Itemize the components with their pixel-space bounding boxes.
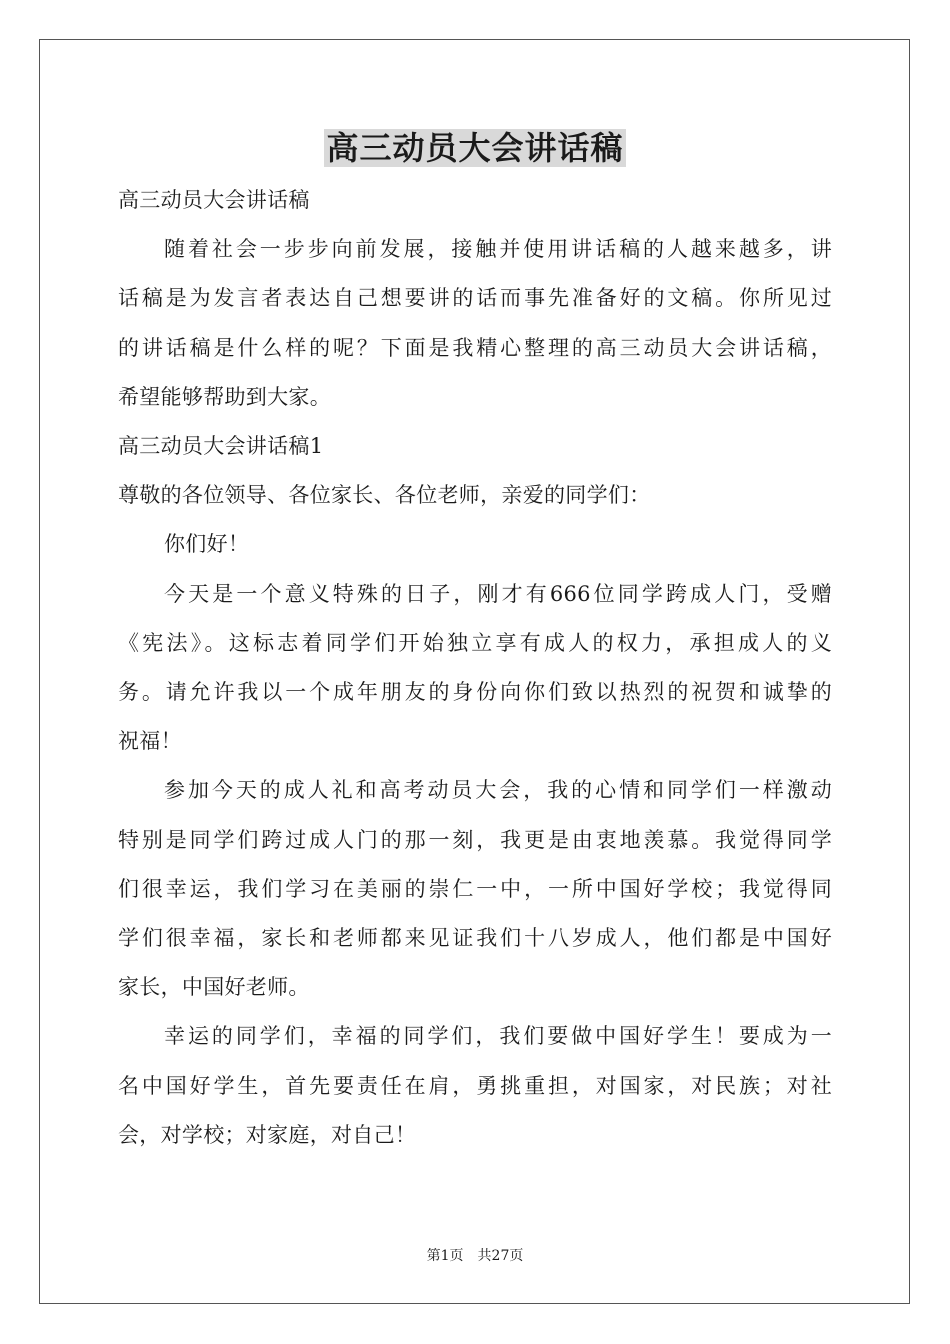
paragraph-line: 话稿是为发言者表达自己想要讲的话而事先准备好的文稿。你所见过: [118, 286, 832, 311]
paragraph-line: 希望能够帮助到大家。: [118, 384, 331, 409]
section-heading: 高三动员大会讲话稿1: [118, 434, 324, 459]
subtitle-line: 高三动员大会讲话稿: [118, 188, 310, 212]
page-number: 第1页: [426, 1248, 464, 1264]
salutation-line: 尊敬的各位领导、各位家长、各位老师，亲爱的同学们：: [118, 483, 651, 508]
paragraph-line: 特别是同学们跨过成人门的那一刻，我更是由衷地羡慕。我觉得同学: [118, 827, 832, 852]
paragraph-line: 随着社会一步步向前发展，接触并使用讲话稿的人越来越多，讲: [164, 237, 832, 262]
document-title-text: 高三动员大会讲话稿: [326, 129, 624, 167]
document-body: [118, 176, 832, 1160]
paragraph-line: 们很幸运，我们学习在美丽的崇仁一中，一所中国好学校；我觉得同: [118, 876, 832, 901]
paragraph-line: 幸运的同学们，幸福的同学们，我们要做中国好学生！要成为一: [164, 1024, 832, 1049]
paragraph-line: 学们很幸福，家长和老师都来见证我们十八岁成人，他们都是中国好: [118, 926, 832, 951]
paragraph-line: 务。请允许我以一个成年朋友的身份向你们致以热烈的祝贺和诚挚的: [118, 680, 832, 705]
paragraph-line: 会，对学校；对家庭，对自己！: [118, 1122, 417, 1147]
paragraph-line: 《宪法》。这标志着同学们开始独立享有成人的权力，承担成人的义: [118, 630, 832, 655]
paragraph-line: 参加今天的成人礼和高考动员大会，我的心情和同学们一样激动: [164, 778, 832, 803]
page-footer: [0, 1246, 950, 1266]
paragraph-line: 祝福！: [118, 729, 182, 754]
paragraph-line: 今天是一个意义特殊的日子，刚才有666位同学跨成人门，受赠: [164, 581, 832, 606]
paragraph-line: 的讲话稿是什么样的呢？下面是我精心整理的高三动员大会讲话稿，: [118, 335, 832, 360]
greeting-line: 你们好！: [164, 532, 250, 557]
paragraph-line: 名中国好学生，首先要责任在肩，勇挑重担，对国家，对民族；对社: [118, 1073, 832, 1098]
page-total: 共27页: [477, 1248, 524, 1264]
document-title: [0, 126, 950, 170]
paragraph-line: 家长，中国好老师。: [118, 975, 310, 1000]
